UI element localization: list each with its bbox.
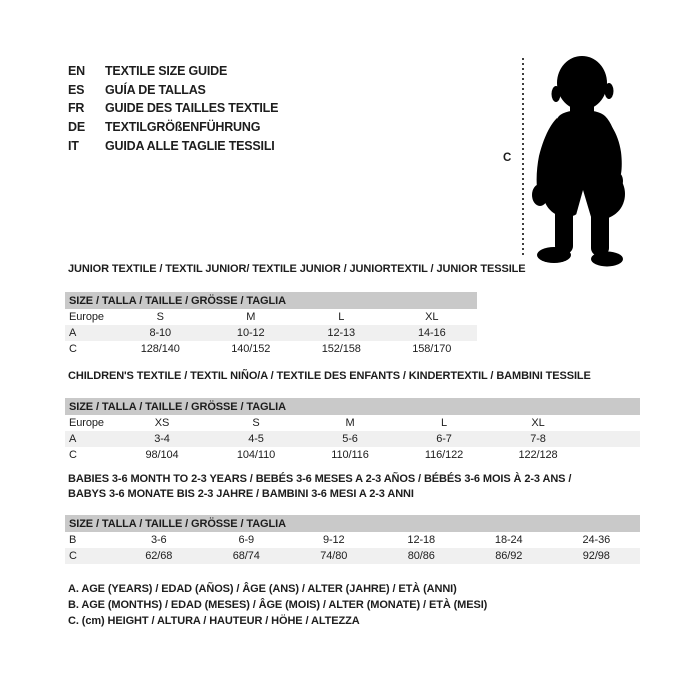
cell-value: L (440, 417, 448, 429)
language-row (68, 81, 278, 100)
cell-value: 68/74 (203, 548, 291, 564)
language-code: FR (68, 101, 85, 116)
cell-value: 5-6 (303, 431, 397, 447)
row-label: A (65, 431, 115, 447)
cell-value: 140/152 (231, 343, 271, 355)
language-title: GUIDA ALLE TAGLIE TESSILI (105, 138, 275, 153)
legend-note: B. AGE (MONTHS) / EDAD (MESES) / ÂGE (MOIS) / ALTER (MONATE) / ETÀ (MESI) (68, 599, 488, 611)
size-table (65, 292, 477, 357)
cell-value: 4-5 (209, 431, 303, 447)
cell-value: XS (154, 417, 170, 429)
cell-value (585, 447, 640, 463)
language-row (68, 62, 278, 81)
table-row (65, 415, 640, 431)
cell-value: 80/86 (378, 548, 466, 564)
language-title: TEXTILGRÖßENFÜHRUNG (105, 120, 261, 135)
cell-value: 8-10 (115, 325, 206, 341)
legend-note: A. AGE (YEARS) / EDAD (AÑOS) / ÂGE (ANS) / ALTER (JAHRE) / ETÀ (ANNI) (68, 583, 457, 595)
cell-value: 98/104 (145, 449, 179, 461)
language-row (68, 118, 278, 137)
cell-value: 122/128 (518, 449, 558, 461)
row-label: C (69, 343, 77, 355)
size-bar-row (65, 515, 640, 532)
language-title: GUIDE DES TAILLES TEXTILE (105, 101, 279, 116)
cell-value: 9-12 (322, 534, 345, 546)
height-measure-label: C (503, 152, 512, 164)
cell-value: 12-18 (407, 534, 436, 546)
cell-value (585, 431, 640, 447)
legend-note: C. (cm) HEIGHT / ALTURA / HAUTEUR / HÖHE / ALTEZZA (68, 615, 360, 627)
cell-value: 158/170 (412, 343, 452, 355)
table-section-heading-line: CHILDREN'S TEXTILE / TEXTIL NIÑO/A / TEXTILE DES ENFANTS / KINDERTEXTIL / BAMBINI TESSILE (68, 370, 591, 382)
legend-notes (68, 581, 487, 629)
language-code: EN (68, 64, 85, 79)
cell-value: 18-24 (494, 534, 523, 546)
row-label: A (65, 325, 115, 341)
cell-value: 74/80 (290, 548, 378, 564)
cell-value (585, 415, 640, 431)
table-section-heading-line: BABYS 3-6 MONATE BIS 2-3 JAHRE / BAMBINI 3-6 MESI A 2-3 ANNI (68, 487, 414, 500)
row-label: Europe (69, 311, 104, 323)
cell-value: M (345, 417, 355, 429)
language-code: ES (68, 82, 85, 97)
cell-value: 110/116 (331, 449, 369, 461)
cell-value: 6-7 (397, 431, 491, 447)
table-row (65, 447, 640, 463)
table-row (65, 341, 477, 357)
cell-value: 152/158 (321, 343, 361, 355)
table-section-heading (68, 369, 591, 384)
cell-value: 12-13 (296, 325, 387, 341)
cell-value: 24-36 (582, 534, 611, 546)
cell-value: 92/98 (553, 548, 641, 564)
size-bar-label: SIZE / TALLA / TAILLE / GRÖSSE / TAGLIA (65, 292, 477, 309)
language-row (68, 136, 278, 155)
cell-value: 62/68 (115, 548, 203, 564)
language-code: DE (68, 120, 85, 135)
language-list (68, 62, 278, 155)
table-row (65, 548, 640, 564)
cell-value: S (156, 311, 164, 323)
table-section-heading-line: JUNIOR TEXTILE / TEXTIL JUNIOR/ TEXTILE JUNIOR / JUNIORTEXTIL / JUNIOR TESSILE (68, 263, 526, 275)
size-bar-label: SIZE / TALLA / TAILLE / GRÖSSE / TAGLIA (65, 515, 640, 532)
language-row (68, 99, 278, 118)
cell-value: M (246, 311, 256, 323)
table-section-heading (68, 262, 526, 277)
cell-value: L (338, 311, 345, 323)
table-row (65, 431, 640, 447)
size-table (65, 515, 640, 564)
cell-value: S (252, 417, 260, 429)
cell-value: 128/140 (140, 343, 180, 355)
table-row (65, 532, 640, 548)
cell-value: 10-12 (206, 325, 297, 341)
cell-value: 116/122 (424, 449, 464, 461)
table-section-heading-line: BABIES 3-6 MONTH TO 2-3 YEARS / BEBÉS 3-6 MESES A 2-3 AÑOS / BÉBÉS 3-6 MOIS À 2-3 ANS / (68, 473, 572, 485)
cell-value: XL (531, 417, 545, 429)
cell-value: 6-9 (238, 534, 255, 546)
table-row (65, 309, 477, 325)
cell-value: XL (425, 311, 439, 323)
size-bar-row (65, 292, 477, 309)
row-label: C (69, 449, 77, 461)
cell-value: 14-16 (387, 325, 478, 341)
language-title: TEXTILE SIZE GUIDE (105, 64, 228, 79)
cell-value: 104/110 (236, 449, 276, 461)
size-bar-label: SIZE / TALLA / TAILLE / GRÖSSE / TAGLIA (65, 398, 640, 415)
language-code: IT (68, 138, 79, 153)
table-row (65, 325, 477, 341)
cell-value: 7-8 (491, 431, 585, 447)
row-label: B (69, 534, 77, 546)
row-label: Europe (69, 417, 104, 429)
cell-value: 86/92 (465, 548, 553, 564)
row-label: C (65, 548, 115, 564)
height-measure-dotted-line (522, 58, 524, 258)
size-bar-row (65, 398, 640, 415)
size-table (65, 398, 640, 463)
baby-silhouette-icon (527, 56, 633, 268)
cell-value: 3-6 (150, 534, 167, 546)
table-section-heading (68, 472, 571, 502)
cell-value: 3-4 (115, 431, 209, 447)
language-title: GUÍA DE TALLAS (105, 82, 206, 97)
